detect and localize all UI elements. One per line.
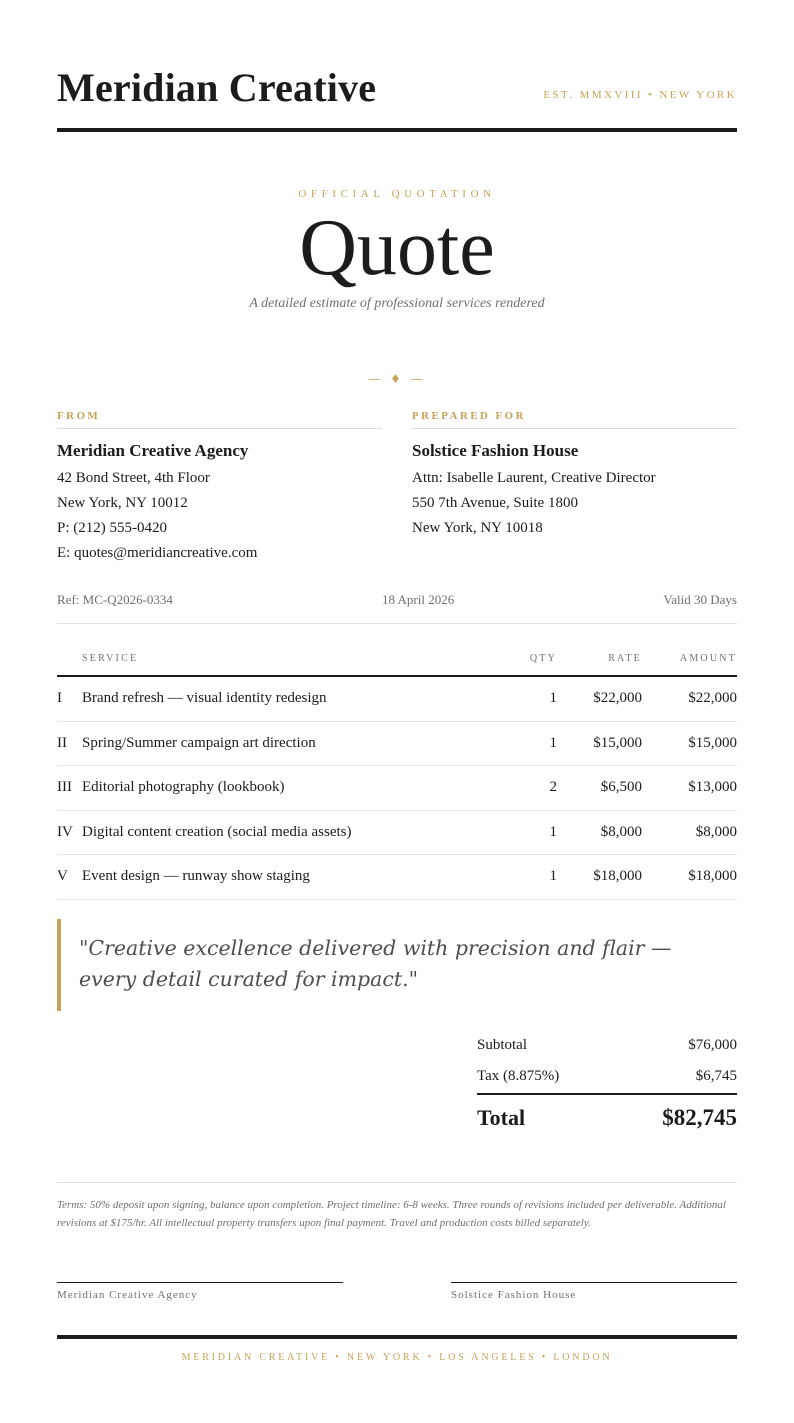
- row-service: Event design — runway show staging: [82, 868, 310, 884]
- header-service: SERVICE: [82, 653, 139, 664]
- row-amount: $15,000: [688, 734, 737, 751]
- brand-name: Meridian Creative: [57, 65, 377, 110]
- totals-block: [477, 1034, 737, 1141]
- document-header: [57, 62, 737, 132]
- document-footer: MERIDIAN CREATIVE • NEW YORK • LOS ANGELES • LONDON: [57, 1335, 737, 1363]
- subtotal-value: $76,000: [688, 1037, 737, 1053]
- from-phone: P: (212) 555-0420: [57, 520, 167, 536]
- from-email: E: quotes@meridiancreative.com: [57, 545, 258, 561]
- quote-meta: [57, 592, 737, 624]
- row-amount: $13,000: [688, 779, 737, 795]
- subtotal-label: Subtotal: [477, 1037, 528, 1053]
- header-amount: AMOUNT: [679, 653, 737, 664]
- header-rate: RATE: [608, 653, 642, 664]
- row-qty: 1: [549, 690, 557, 706]
- document-subtitle: A detailed estimate of professional services rendered: [249, 296, 545, 311]
- quote-reference: Ref: MC-Q2026-0334: [57, 592, 173, 607]
- table-header: [57, 650, 737, 677]
- from-name: Meridian Creative Agency: [57, 441, 249, 460]
- table-row: [57, 811, 737, 856]
- row-service: Digital content creation (social media assets): [82, 823, 352, 840]
- table-row: [57, 855, 737, 900]
- tax-label: Tax (8.875%): [477, 1068, 560, 1084]
- row-number: I: [57, 690, 62, 706]
- row-amount: $18,000: [688, 868, 737, 884]
- subtotal-row: [477, 1034, 737, 1065]
- established-tagline: EST. MMXVIII • NEW YORK: [543, 89, 737, 101]
- terms-text: Terms: 50% deposit upon signing, balance upon completion. Project timeline: 6-8 weeks. Three rounds of revisions included per deliverable. Additional revisions at $175/hr. All intellectual property transfers upon final payment. Travel and production costs billed separately.: [57, 1182, 737, 1232]
- table-row: [57, 722, 737, 767]
- row-service: Brand refresh — visual identity redesign: [82, 690, 327, 706]
- diamond-ornament-icon: — ♦ —: [368, 372, 426, 386]
- row-service: Spring/Summer campaign art direction: [82, 734, 316, 751]
- tax-value: $6,745: [695, 1068, 737, 1084]
- row-number: II: [57, 734, 67, 751]
- total-label: Total: [477, 1105, 526, 1130]
- client-name: Solstice Fashion House: [412, 441, 579, 460]
- client-city-line: New York, NY 10018: [412, 520, 543, 536]
- from-label: FROM: [57, 410, 382, 429]
- row-qty: 1: [549, 734, 557, 751]
- row-service: Editorial photography (lookbook): [82, 779, 285, 795]
- row-rate: $22,000: [593, 690, 642, 706]
- row-qty: 1: [549, 823, 557, 840]
- table-row: [57, 766, 737, 811]
- agency-signature-line: Meridian Creative Agency: [57, 1282, 343, 1301]
- row-amount: $22,000: [688, 690, 737, 706]
- services-table: [57, 650, 737, 900]
- prepared-for-label: PREPARED FOR: [412, 410, 737, 429]
- document-title: Quote: [299, 204, 495, 292]
- table-row: [57, 677, 737, 722]
- prepared-for-block: [412, 410, 737, 541]
- tax-row: [477, 1065, 737, 1095]
- quote-validity: Valid 30 Days: [663, 592, 737, 607]
- client-address-line: 550 7th Avenue, Suite 1800: [412, 495, 578, 511]
- quote-date: 18 April 2026: [382, 592, 455, 607]
- row-number: V: [57, 868, 68, 884]
- row-qty: 1: [549, 868, 557, 884]
- header-qty: QTY: [529, 653, 557, 664]
- row-number: III: [57, 779, 72, 795]
- from-block: [57, 410, 382, 566]
- row-rate: $18,000: [593, 868, 642, 884]
- row-number: IV: [57, 823, 73, 840]
- client-signature-line: Solstice Fashion House: [451, 1282, 737, 1301]
- row-rate: $8,000: [600, 823, 642, 840]
- document-eyebrow: OFFICIAL QUOTATION: [298, 188, 496, 200]
- pull-quote: "Creative excellence delivered with precision and flair — every detail curated for impact.": [57, 919, 737, 1011]
- row-rate: $15,000: [593, 734, 642, 751]
- from-address-line: 42 Bond Street, 4th Floor: [57, 470, 210, 486]
- row-amount: $8,000: [695, 823, 737, 840]
- from-city-line: New York, NY 10012: [57, 495, 188, 511]
- client-attention: Attn: Isabelle Laurent, Creative Director: [412, 470, 656, 486]
- row-rate: $6,500: [600, 779, 642, 795]
- total-row: [477, 1095, 737, 1141]
- total-value: $82,745: [662, 1105, 737, 1130]
- row-qty: 2: [549, 779, 557, 795]
